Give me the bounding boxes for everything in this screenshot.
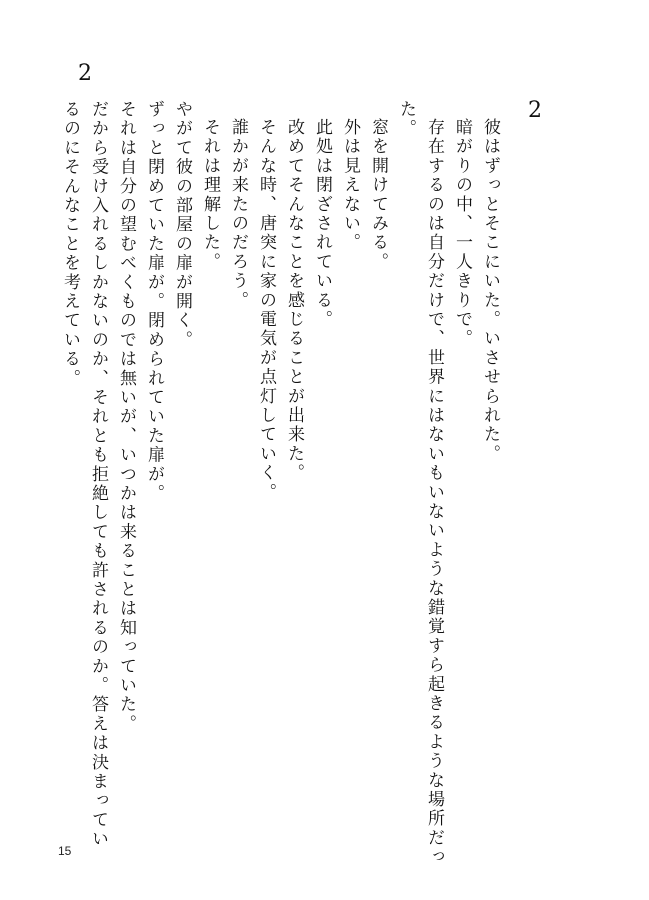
text-line-11: それは理解した。 xyxy=(200,118,220,272)
text-line-7: 此処は閉ざされている。 xyxy=(312,118,332,330)
text-line-2: 暗がりの中、一人きりで。 xyxy=(452,118,472,349)
text-line-3: 存在するのは自分だけで、世界にはないもいないような錯覚すら起きるような場所だっ xyxy=(424,118,444,867)
chapter-number-right: 2 xyxy=(528,98,542,123)
text-line-9: そんな時、唐突に家の電気が点灯していく。 xyxy=(256,118,276,502)
text-line-13: ずっと閉めていた扉が。閉められていた扉が。 xyxy=(144,100,164,504)
chapter-number-left: 2 xyxy=(78,61,92,86)
text-line-15: だから受け入れるしかないのか、それとも拒絶しても許されるのか。答えは決まってい xyxy=(88,100,108,849)
text-line-4: た。 xyxy=(396,100,416,139)
text-line-1: 彼はずっとそこにいた。いさせられた。 xyxy=(480,118,500,464)
page-number: 15 xyxy=(58,844,72,858)
text-line-16: るのにそんなことを考えている。 xyxy=(60,100,80,388)
text-line-12: やがて彼の部屋の扉が開く。 xyxy=(172,100,192,350)
text-line-10: 誰かが来たのだろう。 xyxy=(228,118,248,310)
text-line-14: それは自分の望むべくものでは無いが、いつかは来ることは知っていた。 xyxy=(116,100,136,734)
text-line-6: 外は見えない。 xyxy=(340,118,360,253)
text-line-8: 改めてそんなことを感じることが出来た。 xyxy=(284,118,304,483)
text-line-5: 窓を開けてみる。 xyxy=(368,118,388,272)
